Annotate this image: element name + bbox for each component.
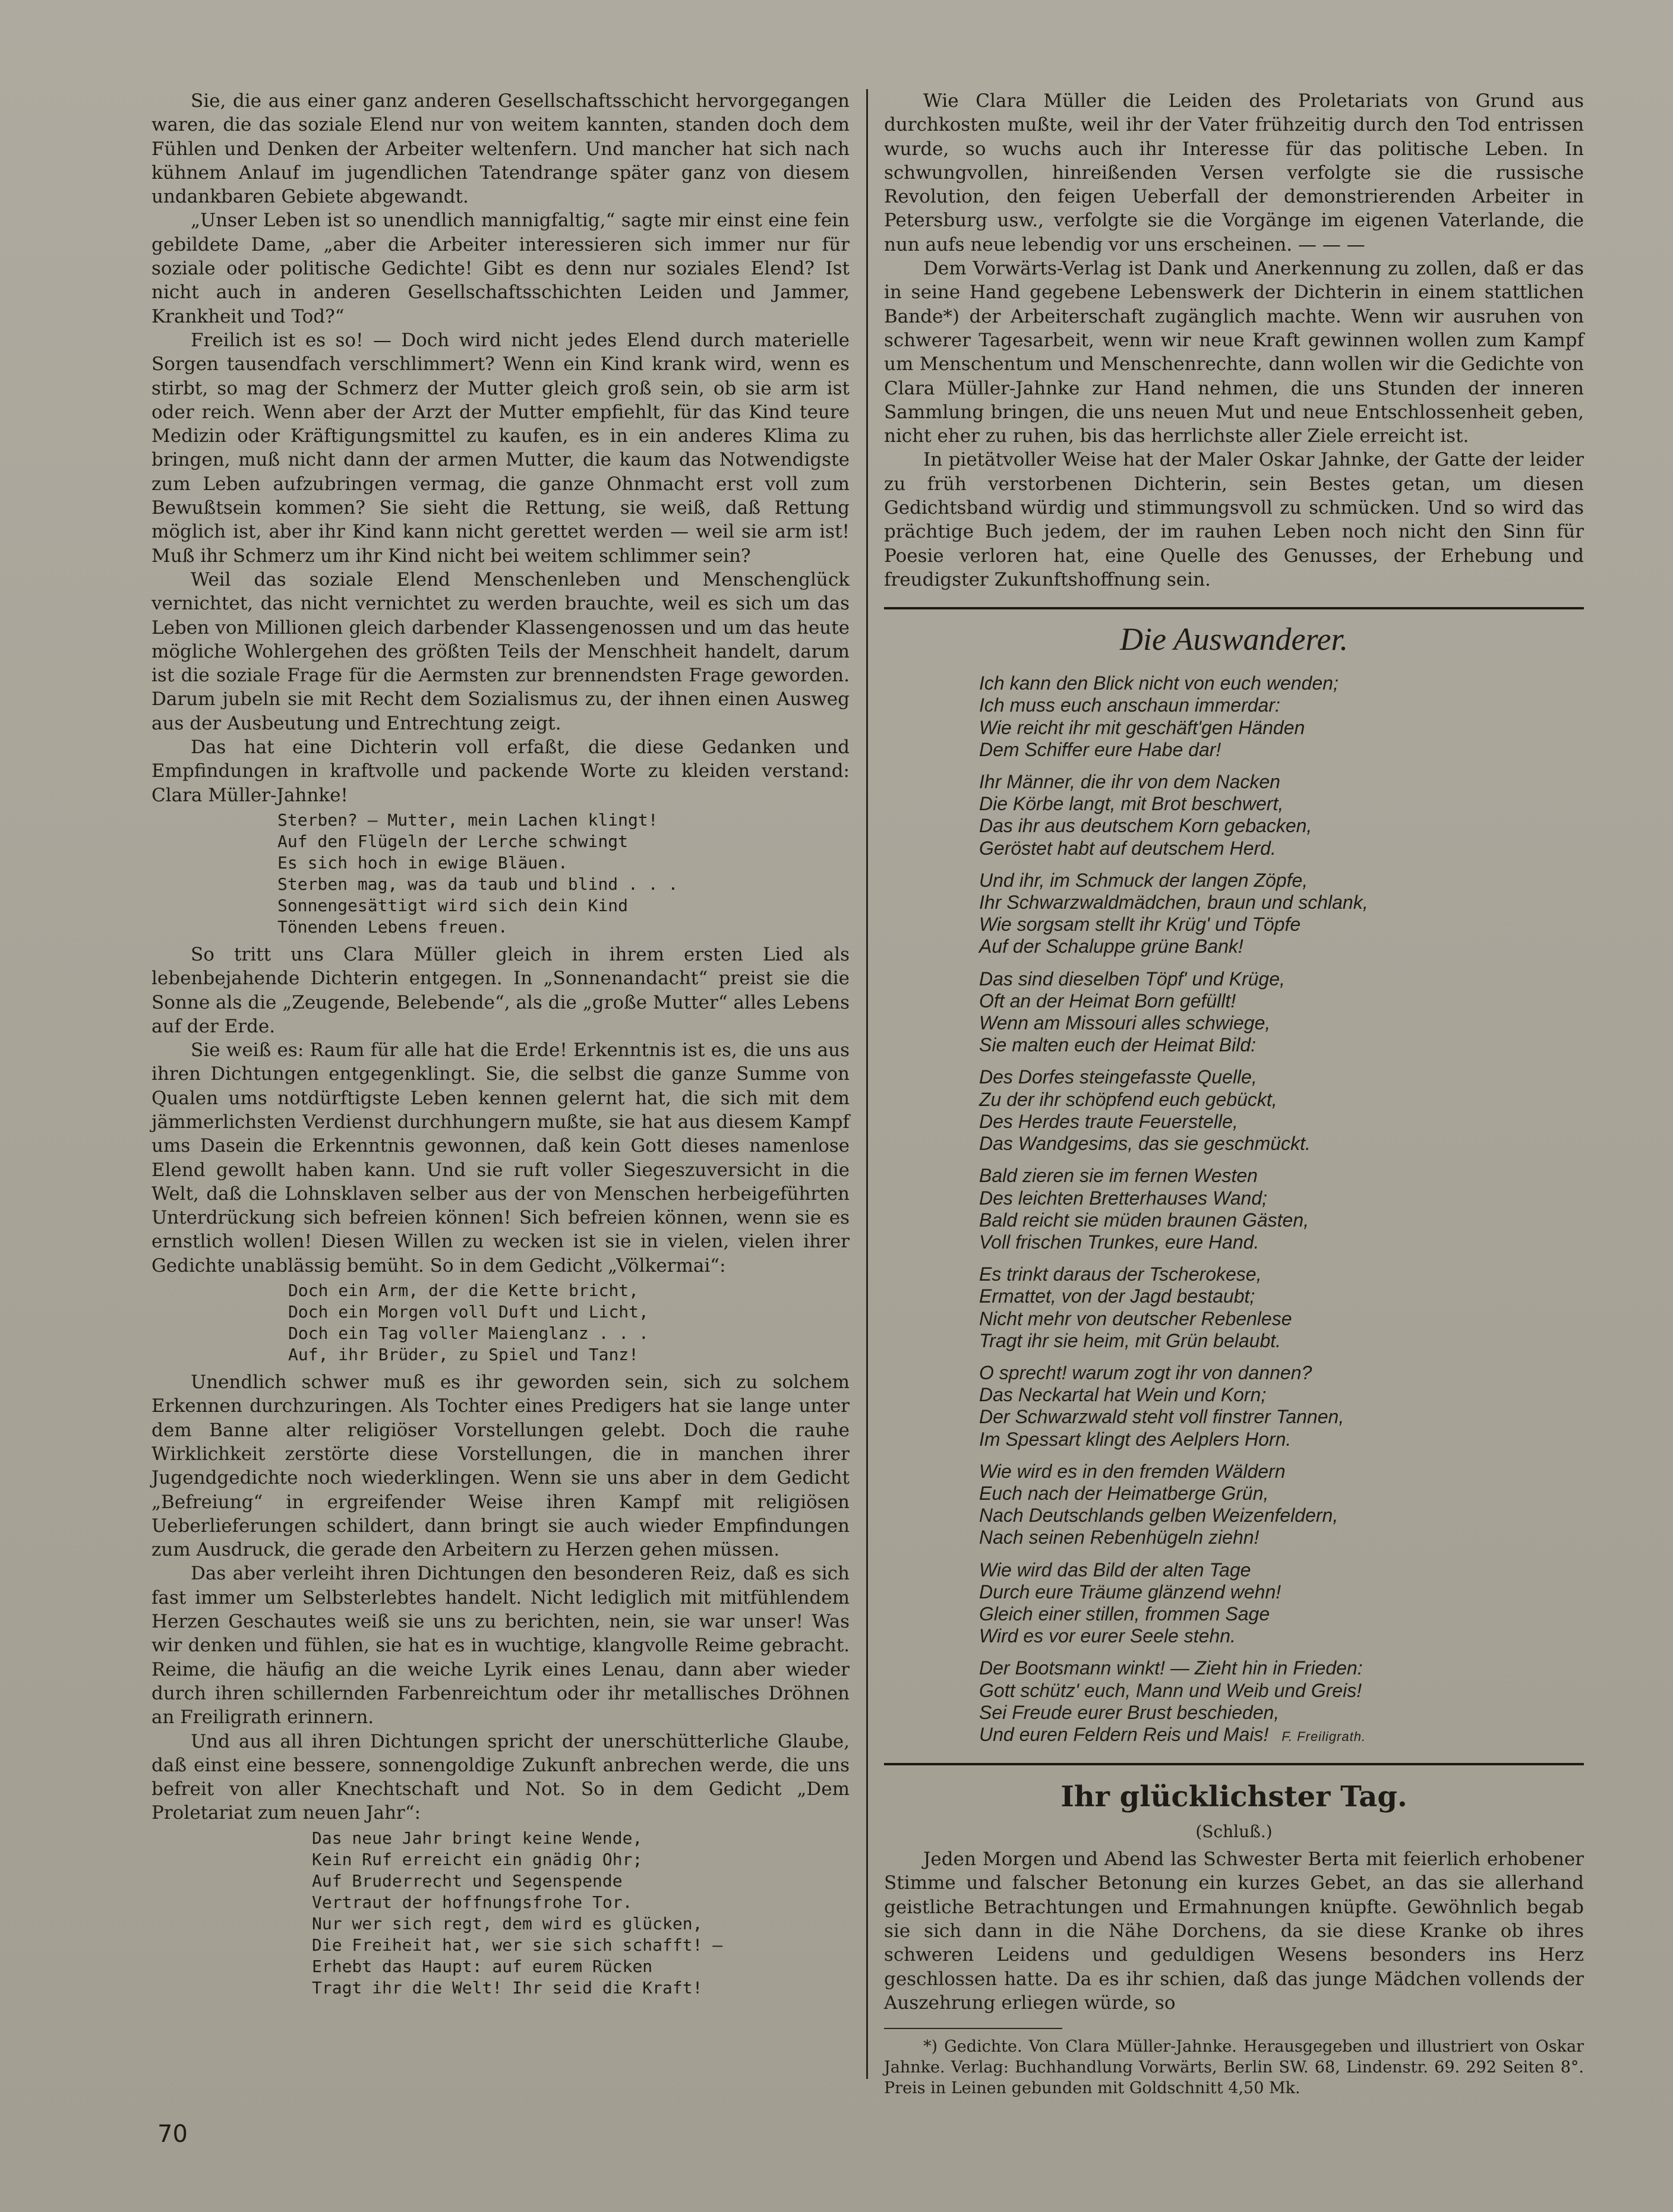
verse-line: Tönenden Lebens freuen. [277,917,508,937]
poem-line: Bald zieren sie im fernen Westen [979,1165,1258,1187]
verse-line: Tragt ihr die Welt! Ihr seid die Kraft! [312,1977,703,1998]
poem-line: Der Schwarzwald steht voll finstrer Tannen, [979,1406,1344,1428]
poem-stanza [979,1461,1584,1549]
poem-line: Auf der Schaluppe grüne Bank! [979,936,1243,958]
poem-stanza [979,968,1584,1057]
poem-line: Und ihr, im Schmuck der langen Zöpfe, [979,869,1308,891]
poem-stanza [979,870,1584,958]
quoted-verse-neues-jahr [151,1828,850,1999]
footnote [884,2036,1584,2099]
poem-line: Das sind dieselben Töpf' und Krüge, [979,968,1285,990]
poem-stanza [979,1657,1584,1748]
poem-stanza [979,771,1584,859]
poem-line: Sie malten euch der Heimat Bild: [979,1034,1256,1056]
section-rule [884,1763,1584,1765]
paragraph: Sie weiß es: Raum für alle hat die Erde! Erkenntnis ist es, die uns aus ihren Dichtungen entgegenklingt. Sie, die selbst die ganze Summe von Qualen ums notdürftigste Leben kennen gelernt hat, die sich mit dem jämmerlichsten Verdienst durchhungern mußte, sie hat aus diesem Kampf ums Dasein die Erkenntnis gewonnen, daß kein Gott dieses namenlose Elend gewollt haben kann. Und sie ruft voller Siegeszuversicht in die Welt, daß die Lohnsklaven selber aus der von Menschen herbeigeführten Unterdrückung sich befreien können! Sich befreien können, wenn sie es ernstlich wollen! Diesen Willen zu wecken ist sie in vielen, vielen ihrer Gedichte unablässig bemüht. So in dem Gedicht „Völkermai“: [151,1039,850,1276]
footnote-text: *) Gedichte. Von Clara Müller-Jahnke. Herausgegeben und illustriert von Oskar Jahnke. Verlag: Buchhandlung Vorwärts, Berlin SW. 68, Lindenstr. 69. 292 Seiten 8°. Preis in Leinen gebunden mit Goldschnitt 4,50 Mk. [884,2037,1584,2098]
article-continuation [884,89,1584,592]
footnote-rule [884,2028,1062,2029]
poem-line: Dem Schiffer eure Habe dar! [979,738,1221,760]
verse-line: Erhebt das Haupt: auf eurem Rücken [312,1956,653,1976]
poem-line: Ermattet, von der Jagd bestaubt; [979,1285,1255,1307]
poem-line: Im Spessart klingt des Aelplers Horn. [979,1428,1292,1450]
verse-line: Doch ein Arm, der die Kette bricht, [288,1281,639,1301]
story-paragraph: Jeden Morgen und Abend las Schwester Berta mit feierlich erhobener Stimme und falscher Betonung ein kurzes Gebet, an das sie allerhand geistliche Betrachtungen und Ermahnungen knüpfte. Gewöhnlich begab sie sich dann in die Nähe Dorchens, da sie diese Kranke ob ihres schweren Leidens und geduldigen Wesens besonders ins Herz geschlossen hatte. Da es ihr schien, daß das junge Mädchen vollends der Auszehrung erliegen würde, so [884,1848,1584,2014]
poem-line: Nicht mehr von deutscher Rebenlese [979,1307,1292,1329]
poem-line: Wie wird es in den fremden Wäldern [979,1460,1286,1482]
poem-line: Sei Freude eurer Brust beschieden, [979,1701,1280,1723]
poem-line: Des leichten Bretterhauses Wand; [979,1187,1267,1209]
poem-line: Euch nach der Heimatberge Grün, [979,1482,1269,1504]
verse-line: Sterben? — Mutter, mein Lachen klingt! [277,810,658,830]
article-paragraphs-1 [151,89,850,807]
poem-line: Nach seinen Rebenhügeln ziehn! [979,1527,1260,1549]
story-title: Ihr glücklichster Tag. [1060,1780,1407,1814]
paragraph: Weil das soziale Elend Menschenleben und Menschenglück vernichtet, das nicht vernichtet zu werden brauchte, weil es sich um das Leben von Millionen gleich darbender Klassengenossen und um das heute mögliche Wohlergehen des größten Teils der Menschheit handelt, darum ist die soziale Frage für die Aermsten zur brennendsten Frage geworden. Darum jubeln sie mit Recht dem Sozialismus zu, der ihnen einen Ausweg aus der Ausbeutung und Entrechtung zeigt. [151,568,850,734]
paragraph: Unendlich schwer muß es ihr geworden sein, sich zu solchem Erkennen durchzuringen. Als Tochter eines Predigers hat sie lange unter dem Banne alter religiöser Vorstellungen gelebt. Doch die rauhe Wirklichkeit zerstörte diese Vorstellungen, die in manchen ihrer Jugendgedichte noch wiederklingen. Wenn sie uns aber in dem Gedicht „Befreiung“ in ergreifender Weise ihren Kampf mit religiösen Ueberlieferungen schildert, dann bringt sie auch wieder Empfindungen zum Ausdruck, die gerade den Arbeitern zu Herzen gehen müssen. [151,1372,850,1561]
quoted-verse-sterben [151,810,850,938]
paragraph: „Unser Leben ist so unendlich mannigfaltig,“ sagte mir einst eine fein gebildete Dame, „aber die Arbeiter interessieren sich immer nur für soziale oder politische Gedichte! Gibt es denn nur soziales Elend? Ist nicht auch in anderen Gesellschaftsschichten Leiden und Jammer, Krankheit und Tod?“ [151,210,850,327]
poem-line: Des Dorfes steingefasste Quelle, [979,1066,1257,1088]
column-divider [866,89,868,2079]
verse-line: Auf, ihr Brüder, zu Spiel und Tanz! [288,1345,639,1365]
verse-line: Nur wer sich regt, dem wird es glücken, [312,1913,703,1933]
poem-line: Nach Deutschlands gelben Weizenfeldern, [979,1505,1339,1527]
poem-stanza [979,1559,1584,1648]
verse-line: Sterben mag, was da taub und blind . . . [277,874,678,894]
poem-line: Wie reicht ihr mit geschäft'gen Händen [979,716,1305,738]
page-number: 70 [157,2121,188,2148]
verse-line: Doch ein Tag voller Maienglanz . . . [288,1323,649,1344]
poem-line: Geröstet habt auf deutschem Herd. [979,837,1276,859]
article-paragraphs-2 [151,943,850,1278]
poem-line: Es trinkt daraus der Tscherokese, [979,1263,1262,1285]
poem-line: Ihr Schwarzwaldmädchen, braun und schlank, [979,892,1368,914]
poem-line: Voll frischen Trunkes, eure Hand. [979,1231,1260,1253]
poem-auswanderer [884,672,1584,1748]
poem-line: Das Wandgesims, das sie geschmückt. [979,1133,1311,1155]
quoted-verse-voelkermai [151,1280,850,1366]
poem-author: F. Freiligrath. [1281,1728,1366,1744]
poem-line: O sprecht! warum zogt ihr von dannen? [979,1361,1312,1383]
poem-stanza [979,1066,1584,1155]
paragraph: Und aus all ihren Dichtungen spricht der unerschütterliche Glaube, daß einst eine bessere, sonnengoldige Zukunft anbrechen werde, die uns befreit von aller Knechtschaft und Not. So in dem Gedicht „Dem Proletariat zum neuen Jahr“: [151,1730,850,1824]
paragraph: Wie Clara Müller die Leiden des Proletariats von Grund aus durchkosten mußte, weil ihr der Vater frühzeitig durch den Tod entrissen wurde, so wuchs auch ihr Interesse für das politische Leben. In schwungvollen, hinreißenden Versen verfolgte sie die russische Revolution, den feigen Ueberfall der demonstrierenden Arbeiter in Petersburg usw., verfolgte sie die Vorgänge im eigenen Vaterlande, die nun aufs neue lebendig vor uns erscheinen. — — — [884,90,1584,255]
poem-line: Wenn am Missouri alles schwiege, [979,1012,1271,1034]
poem-stanza [979,1263,1584,1352]
paragraph: Das aber verleiht ihren Dichtungen den besonderen Reiz, daß es sich fast immer um Selbsterlebtes handelt. Nicht lediglich mit mitfühlendem Herzen Geschautes weiß sie uns zu berichten, nein, sie war unser! Was wir denken und fühlen, sie hat es in wuchtige, klangvolle Reime gebracht. Reime, die häufig an die weiche Lyrik eines Lenau, dann aber wieder durch ihren schillernden Farbenreichtum oder ihr metallisches Dröhnen an Freiligrath erinnern. [151,1563,850,1728]
poem-line: Wird es vor eurer Seele stehn. [979,1625,1236,1647]
verse-line: Auf den Flügeln der Lerche schwingt [277,831,629,851]
poem-stanza [979,672,1584,761]
poem-line: Zu der ihr schöpfend euch gebückt, [979,1088,1277,1110]
verse-line: Auf Bruderrecht und Segenspende [312,1870,623,1891]
poem-stanza [979,1165,1584,1253]
verse-line: Doch ein Morgen voll Duft und Licht, [288,1302,649,1322]
paragraph: So tritt uns Clara Müller gleich in ihrem ersten Lied als lebenbejahende Dichterin entgegen. In „Sonnenandacht“ preist sie die Sonne als die „Zeugende, Belebende“, als die „große Mutter“ alles Lebens auf der Erde. [151,943,850,1037]
verse-line: Die Freiheit hat, wer sie sich schafft! — [312,1935,723,1955]
poem-line: Das ihr aus deutschem Korn gebacken, [979,815,1312,837]
paragraph: Das hat eine Dichterin voll erfaßt, die diese Gedanken und Empfindungen in kraftvolle und packende Worte zu kleiden verstand: Clara Müller-Jahnke! [151,737,850,806]
paragraph: Sie, die aus einer ganz anderen Gesellschaftsschicht hervorgegangen waren, die das soziale Elend nur von weitem kannten, standen doch dem Fühlen und Denken der Arbeiter weltenfern. Und mancher hat sich nach kühnem Anlauf im jugendlichen Tatendrange später ganz von diesem undankbaren Gebiete abgewandt. [151,90,850,208]
right-column [884,89,1584,2099]
poem-line: Ich muss euch anschaun immerdar: [979,694,1280,716]
poem-line: Oft an der Heimat Born gefüllt! [979,990,1236,1012]
verse-line: Es sich hoch in ewige Bläuen. [277,852,568,873]
poem-stanza [979,1362,1584,1451]
poem-line: Ihr Männer, die ihr von dem Nacken [979,771,1280,793]
poem-title: Die Auswanderer. [1120,621,1348,658]
poem-line: Wie wird das Bild der alten Tage [979,1559,1251,1581]
paragraph: In pietätvoller Weise hat der Maler Oskar Jahnke, der Gatte der leider zu früh verstorbenen Dichterin, sein Bestes getan, um diesen Gedichtsband würdig und stimmungsvoll zu schmücken. Und so wird das prächtige Buch jedem, der im rauhen Leben noch nicht den Sinn für Poesie verloren hat, eine Quelle des Genusses, der Erhebung und freudigster Zukunftshoffnung sein. [884,449,1584,590]
poem-line: Gott schütz' euch, Mann und Weib und Greis! [979,1679,1362,1701]
verse-line: Das neue Jahr bringt keine Wende, [312,1828,643,1848]
poem-line: Des Herdes traute Feuerstelle, [979,1110,1238,1132]
poem-line: Der Bootsmann winkt! — Zieht hin in Frieden: [979,1657,1363,1679]
poem-line: Die Körbe langt, mit Brot beschwert, [979,793,1284,815]
poem-line: Ich kann den Blick nicht von euch wenden; [979,672,1339,694]
verse-line: Sonnengesättigt wird sich dein Kind [277,895,629,915]
verse-line: Kein Ruf erreicht ein gnädig Ohr; [312,1849,643,1869]
poem-line: Und euren Feldern Reis und Mais! F. Freiligrath. [979,1723,1366,1745]
paragraph: Dem Vorwärts-Verlag ist Dank und Anerkennung zu zollen, daß er das in seine Hand gegebene Lebenswerk der Dichterin in einem stattlichen Bande*) der Arbeiterschaft zugänglich machte. Wenn wir ausruhen von schwerer Tagesarbeit, wenn wir neue Kraft gewinnen wollen zum Kampf um Menschentum und Menschenrechte, dann wollen wir die Gedichte von Clara Müller-Jahnke zur Hand nehmen, die uns Stunden der inneren Sammlung bringen, die uns neuen Mut und neue Entschlossenheit geben, nicht eher zu ruhen, bis das herrlichste aller Ziele erreicht ist. [884,258,1584,447]
article-paragraphs-3 [151,1370,850,1825]
poem-line: Tragt ihr sie heim, mit Grün belaubt. [979,1329,1281,1351]
poem-line: Wie sorgsam stellt ihr Krüg' und Töpfe [979,914,1301,936]
poem-line: Das Neckartal hat Wein und Korn; [979,1384,1267,1406]
left-column [151,89,850,2004]
poem-line: Gleich einer stillen, frommen Sage [979,1603,1270,1625]
poem-line: Bald reicht sie müden braunen Gästen, [979,1209,1309,1231]
story-subtitle: (Schluß.) [1195,1822,1273,1842]
section-rule [884,607,1584,609]
verse-line: Vertraut der hoffnungsfrohe Tor. [312,1892,633,1912]
poem-line: Durch eure Träume glänzend wehn! [979,1581,1281,1603]
paragraph: Freilich ist es so! — Doch wird nicht jedes Elend durch materielle Sorgen tausendfach verschlimmert? Wenn ein Kind krank wird, wenn es stirbt, so mag der Schmerz der Mutter gleich groß sein, ob sie arm ist oder reich. Wenn aber der Arzt der Mutter empfiehlt, für das Kind teure Medizin oder Kräftigungsmittel zu kaufen, es in ein anderes Klima zu bringen, muß nicht dann der armen Mutter, die kaum das Notwendigste zum Leben aufzubringen vermag, die ganze Ohnmacht erst voll zum Bewußtsein kommen? Sie sieht die Rettung, sie weiß, daß Rettung möglich ist, aber ihr Kind kann nicht gerettet werden — weil sie arm ist! Muß ihr Schmerz um ihr Kind nicht bei weitem schlimmer sein? [151,329,850,567]
